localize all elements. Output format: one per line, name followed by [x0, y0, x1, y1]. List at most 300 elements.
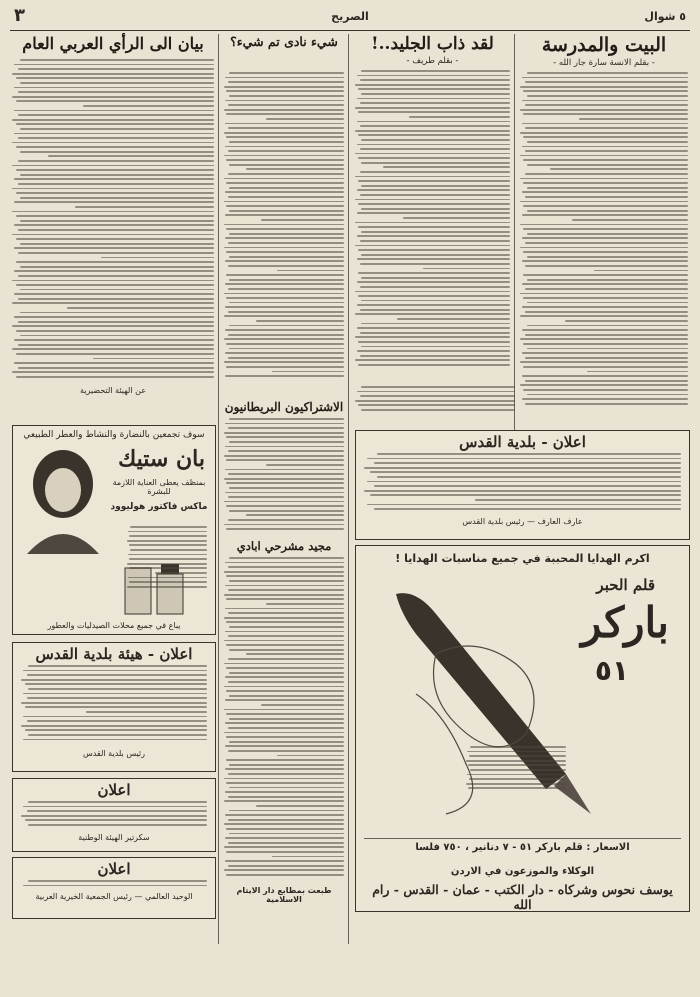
text-line [355, 222, 510, 224]
text-line [228, 612, 344, 614]
agents-title: الوكلاء والموزعون في الاردن [450, 866, 595, 877]
text-line [12, 211, 214, 213]
text-line [358, 111, 510, 113]
text-line [12, 188, 214, 190]
text-line [374, 508, 681, 510]
text-line [225, 352, 344, 354]
text-line [229, 833, 344, 835]
text-line [357, 189, 510, 191]
text-line [48, 155, 214, 157]
section-title: الاشتراكيون البريطانيون [224, 400, 344, 414]
text-line [27, 697, 207, 699]
text-line [226, 667, 344, 669]
article-body [355, 386, 515, 416]
text-line [93, 358, 214, 360]
text-line [18, 252, 214, 254]
pen-feature-text [466, 746, 566, 802]
text-line [228, 681, 344, 683]
text-line [14, 64, 214, 66]
text-line [12, 302, 214, 304]
text-line [527, 348, 688, 350]
statement-signature: عن الهيئة التحضيرية [80, 386, 146, 395]
text-line [129, 544, 207, 546]
text-line [228, 773, 344, 775]
text-line [12, 119, 214, 121]
text-line [228, 104, 344, 106]
text-line [225, 100, 344, 102]
text-line [224, 732, 344, 734]
text-line [361, 185, 510, 187]
text-line [587, 371, 688, 373]
text-line [522, 283, 688, 285]
text-line [523, 136, 688, 138]
text-line [18, 160, 214, 162]
text-line [25, 706, 207, 708]
text-line [525, 150, 688, 152]
text-line [361, 300, 510, 302]
ad-body [21, 665, 207, 747]
text-line [525, 242, 688, 244]
text-line [67, 307, 214, 309]
text-line [361, 70, 510, 72]
text-line [383, 166, 510, 168]
text-line [226, 621, 344, 623]
text-line [423, 268, 510, 270]
text-line [14, 224, 214, 226]
article-body [12, 59, 214, 384]
text-line [594, 270, 688, 272]
text-line [364, 490, 681, 492]
article-byline: - بقلم طريف - [406, 56, 459, 66]
text-line [18, 275, 214, 277]
parker-model: ٥١ [594, 654, 629, 687]
text-line [28, 734, 207, 736]
text-line [229, 810, 344, 812]
text-line [229, 95, 344, 97]
text-line [527, 72, 688, 74]
text-line [226, 782, 344, 784]
text-line [527, 187, 688, 189]
text-line [522, 146, 688, 148]
text-line [226, 598, 344, 600]
ad-brand: بان ستيك [118, 446, 205, 472]
text-line [272, 856, 344, 858]
text-line [361, 254, 510, 256]
text-line [228, 865, 344, 867]
text-line [20, 128, 214, 130]
text-line [12, 280, 214, 282]
text-line [525, 380, 688, 382]
text-line [522, 306, 688, 308]
text-line [226, 690, 344, 692]
text-line [18, 137, 214, 139]
text-line [14, 247, 214, 249]
text-line [266, 603, 344, 605]
text-line [28, 801, 207, 803]
text-line [229, 279, 344, 281]
text-line [525, 104, 688, 106]
text-line [16, 330, 214, 332]
text-line [23, 670, 207, 672]
text-line [367, 481, 681, 483]
text-line [466, 760, 566, 762]
text-line [229, 741, 344, 743]
article-byline: - بقلم الانسة سارة جار الله - [553, 58, 655, 68]
text-line [14, 133, 214, 135]
text-line [525, 403, 688, 405]
text-line [409, 116, 510, 118]
text-line [16, 192, 214, 194]
text-line [361, 93, 510, 95]
ad-body [127, 526, 207, 596]
text-line [228, 196, 344, 198]
text-line [527, 141, 688, 143]
text-line [27, 674, 207, 676]
text-line [228, 727, 344, 729]
text-line [226, 136, 344, 138]
column-rule [514, 34, 515, 434]
text-line [469, 755, 566, 757]
text-line [522, 260, 688, 262]
text-line [357, 391, 515, 393]
text-line [355, 84, 510, 86]
text-line [357, 304, 510, 306]
text-line [16, 215, 214, 217]
text-line [128, 554, 207, 556]
text-line [224, 293, 344, 295]
text-line [225, 768, 344, 770]
text-line [226, 713, 344, 715]
text-line [355, 291, 510, 293]
text-line [130, 526, 207, 528]
text-line [370, 471, 681, 473]
text-line [18, 229, 214, 231]
text-line [525, 196, 688, 198]
text-line [226, 459, 344, 461]
text-line [525, 265, 688, 267]
text-line [361, 277, 510, 279]
text-line [520, 384, 688, 386]
text-line [520, 178, 688, 180]
text-line [229, 695, 344, 697]
text-line [28, 688, 207, 690]
text-line [23, 739, 207, 741]
text-line [277, 270, 344, 272]
text-line [527, 394, 688, 396]
text-line [525, 288, 688, 290]
text-line [527, 302, 688, 304]
text-line [229, 418, 344, 420]
text-line [357, 350, 510, 352]
text-line [358, 180, 510, 182]
text-line [565, 320, 688, 322]
text-line [367, 458, 681, 460]
text-line [25, 729, 207, 731]
text-line [229, 510, 344, 512]
text-line [229, 325, 344, 327]
text-line [18, 344, 214, 346]
text-line [225, 699, 344, 701]
text-line [226, 874, 344, 876]
text-line [228, 288, 344, 290]
text-line [129, 535, 207, 537]
text-line [228, 81, 344, 83]
text-line [357, 75, 510, 77]
text-line [360, 240, 510, 242]
text-line [523, 90, 688, 92]
text-line [355, 153, 510, 155]
text-line [224, 224, 344, 226]
text-line [226, 851, 344, 853]
text-line [14, 110, 214, 112]
printer-credit: طبعت بمطابع دار الايتام الاسلامية [236, 886, 332, 904]
text-line [246, 653, 344, 655]
text-line [228, 265, 344, 267]
text-line [21, 725, 207, 727]
text-line [226, 828, 344, 830]
text-line [523, 366, 688, 368]
text-line [266, 118, 344, 120]
text-line [21, 815, 207, 817]
ad-pan-stick [12, 425, 216, 635]
text-line [226, 736, 344, 738]
text-line [246, 514, 344, 516]
text-line [14, 362, 214, 364]
text-line [522, 398, 688, 400]
text-line [18, 183, 214, 185]
text-line [224, 686, 344, 688]
text-line [225, 123, 344, 125]
text-line [12, 165, 214, 167]
text-line [361, 231, 510, 233]
text-line [355, 313, 510, 315]
text-line [229, 187, 344, 189]
text-line [403, 217, 510, 219]
ad-signature: سكرتير الهيئة الوطنية [78, 833, 150, 842]
pen-label: قلم الحبر [596, 576, 655, 594]
text-line [224, 201, 344, 203]
article-title: شيء نادى تم شيء؟ [230, 34, 338, 49]
text-line [358, 157, 510, 159]
text-line [229, 256, 344, 258]
text-line [16, 77, 214, 79]
text-line [374, 485, 681, 487]
text-line [228, 566, 344, 568]
text-line [523, 182, 688, 184]
text-line [228, 519, 344, 521]
parker-price: الاسعار : قلم باركر ٥١ - ٧ دنانير ، ٧٥٠ فلسا [415, 842, 630, 853]
text-line [358, 272, 510, 274]
text-line [23, 885, 207, 887]
page-number: ٣ [14, 5, 25, 26]
text-line [75, 206, 214, 208]
text-line [225, 492, 344, 494]
text-line [28, 824, 207, 826]
text-line [16, 284, 214, 286]
text-line [468, 764, 566, 766]
text-line [14, 270, 214, 272]
text-line [224, 709, 344, 711]
article-statement [12, 34, 214, 397]
text-line [523, 389, 688, 391]
text-line [357, 144, 510, 146]
ad-body [364, 453, 681, 515]
text-line [277, 755, 344, 757]
text-line [225, 214, 344, 216]
text-line [229, 718, 344, 720]
text-line [130, 549, 207, 551]
text-line [397, 318, 510, 320]
text-line [266, 464, 344, 466]
article-home-school-cont [355, 386, 515, 416]
ad-footer: يباع في جميع محلات الصيدليات والعطور [47, 621, 181, 630]
text-line [361, 208, 510, 210]
ad-jerusalem-municipality [355, 430, 690, 540]
text-line [228, 635, 344, 637]
parker-brand: باركر [581, 598, 669, 647]
text-line [228, 311, 344, 313]
text-line [470, 769, 566, 771]
text-line [25, 683, 207, 685]
text-line [525, 311, 688, 313]
text-line [525, 334, 688, 336]
text-line [525, 81, 688, 83]
text-line [129, 581, 207, 583]
text-line [228, 842, 344, 844]
text-line [224, 455, 344, 457]
text-line [256, 320, 344, 322]
text-line [226, 644, 344, 646]
text-line [225, 306, 344, 308]
text-line [228, 334, 344, 336]
text-line [525, 127, 688, 129]
text-line [226, 482, 344, 484]
text-line [20, 266, 214, 268]
text-line [527, 256, 688, 258]
text-line [228, 173, 344, 175]
text-line [224, 663, 344, 665]
text-line [224, 132, 344, 134]
text-line [358, 249, 510, 251]
text-line [27, 810, 207, 812]
text-line [12, 348, 214, 350]
text-line [225, 237, 344, 239]
text-line [523, 297, 688, 299]
text-line [361, 346, 510, 348]
text-line [229, 580, 344, 582]
text-line [20, 151, 214, 153]
text-line [229, 302, 344, 304]
text-line [360, 309, 510, 311]
text-line [16, 169, 214, 171]
text-line [14, 339, 214, 341]
text-line [520, 224, 688, 226]
text-line [520, 109, 688, 111]
text-line [20, 174, 214, 176]
text-line [229, 649, 344, 651]
text-line [225, 423, 344, 425]
text-line [128, 531, 207, 533]
text-line [520, 247, 688, 249]
text-line [21, 702, 207, 704]
text-line [522, 237, 688, 239]
text-line [527, 325, 688, 327]
text-line [355, 400, 515, 402]
ad-notice-2 [12, 857, 216, 919]
text-line [361, 386, 515, 388]
text-line [522, 329, 688, 331]
text-line [229, 787, 344, 789]
text-line [370, 494, 681, 496]
text-line [18, 68, 214, 70]
text-line [229, 487, 344, 489]
text-line [358, 404, 515, 406]
article-home-school [520, 34, 688, 412]
text-line [377, 453, 681, 455]
text-line [23, 716, 207, 718]
text-line [358, 134, 510, 136]
text-line [225, 77, 344, 79]
text-line [468, 787, 566, 789]
article-title: بيان الى الرأي العربي العام [22, 34, 204, 53]
article-body [224, 418, 344, 533]
ad-parker-pen [355, 545, 690, 912]
text-line [228, 450, 344, 452]
text-line [229, 233, 344, 235]
text-line [358, 341, 510, 343]
text-line [224, 823, 344, 825]
text-line [357, 281, 510, 283]
text-line [224, 617, 344, 619]
ad-body [21, 801, 207, 831]
text-line [228, 150, 344, 152]
article-body [224, 72, 344, 387]
text-line [360, 332, 510, 334]
text-line [520, 338, 688, 340]
text-line [367, 504, 681, 506]
text-line [228, 242, 344, 244]
text-line [226, 297, 344, 299]
article-ice-melted-cont [224, 72, 344, 387]
text-line [475, 499, 681, 501]
text-line [16, 261, 214, 263]
text-line [101, 257, 214, 259]
text-line [523, 251, 688, 253]
text-line [226, 159, 344, 161]
text-line [18, 91, 214, 93]
text-line [12, 73, 214, 75]
text-line [225, 791, 344, 793]
text-line [357, 121, 510, 123]
text-line [469, 778, 566, 780]
text-line [360, 263, 510, 265]
text-line [355, 107, 510, 109]
text-line [357, 327, 510, 329]
text-line [467, 774, 566, 776]
article-title: لقد ذاب الجليد..! [371, 34, 494, 54]
text-line [127, 540, 207, 542]
text-line [522, 214, 688, 216]
ad-jerusalem-board [12, 642, 216, 772]
text-line [25, 819, 207, 821]
text-line [358, 295, 510, 297]
text-line [20, 289, 214, 291]
text-line [224, 86, 344, 88]
text-line [224, 524, 344, 526]
woman-portrait [17, 444, 109, 554]
text-line [225, 260, 344, 262]
ad-signature: عارف العارف — رئيس بلدية القدس [462, 517, 583, 526]
